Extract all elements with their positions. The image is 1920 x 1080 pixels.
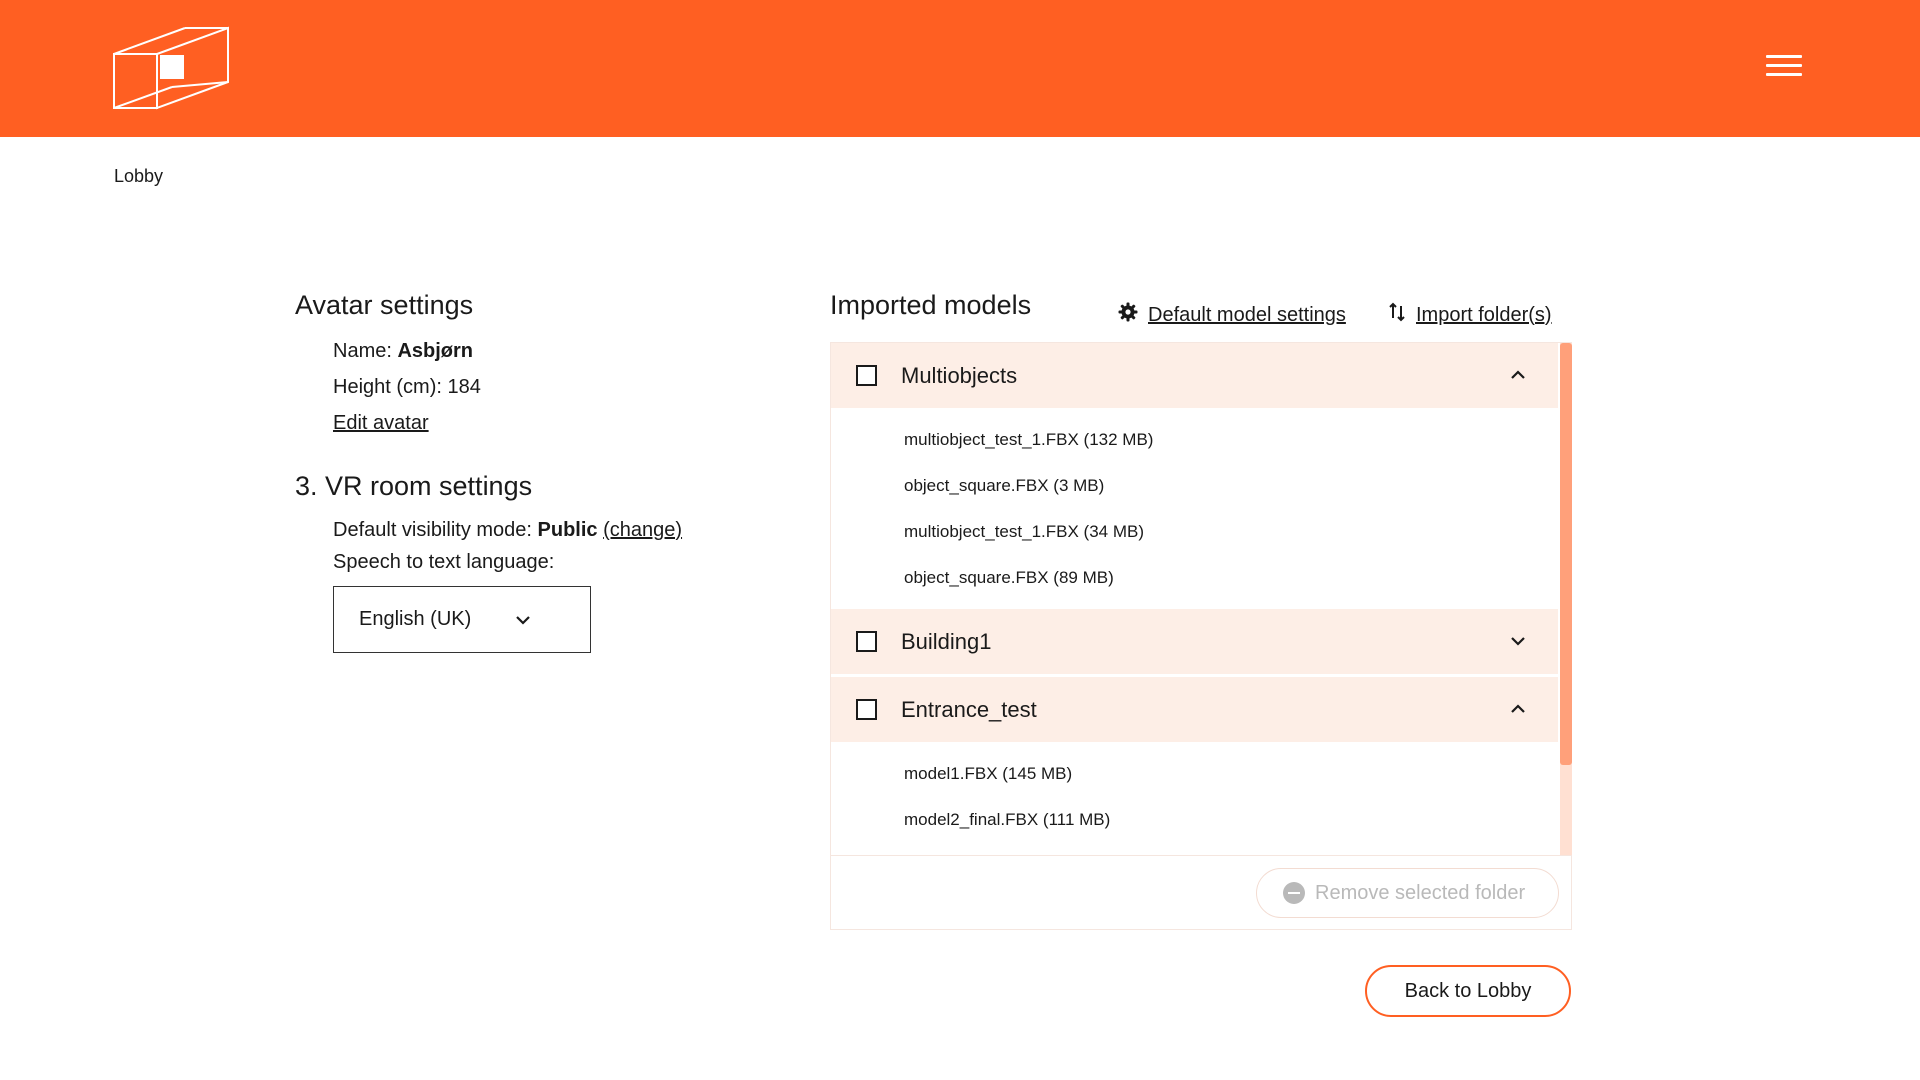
speech-label: Speech to text language: xyxy=(333,551,555,573)
visibility-row xyxy=(333,512,765,548)
edit-avatar-row xyxy=(333,405,765,441)
scrollbar-thumb[interactable] xyxy=(1560,343,1572,765)
avatar-height-row xyxy=(333,369,765,405)
file-item: object_square.FBX (89 MB) xyxy=(904,568,1114,587)
file-item: model2_final.FBX (111 MB) xyxy=(904,810,1111,829)
default-model-settings-button[interactable] xyxy=(1118,302,1346,328)
imported-models-header xyxy=(830,290,1572,342)
avatar-height-value: 184 xyxy=(447,376,481,398)
breadcrumb xyxy=(114,166,163,187)
remove-selected-folder-button[interactable] xyxy=(1256,868,1559,918)
folder-checkbox[interactable] xyxy=(856,365,877,386)
top-header xyxy=(0,0,1920,137)
chevron-up-icon[interactable] xyxy=(1510,367,1526,385)
avatar-name-value: Asbjørn xyxy=(397,340,474,362)
avatar-height-label: Height (cm): xyxy=(333,376,442,398)
folder-name: Multiobjects xyxy=(901,362,1018,388)
models-panel-footer xyxy=(831,855,1571,929)
import-folders-button[interactable] xyxy=(1388,302,1552,328)
folder-name: Entrance_test xyxy=(901,696,1037,722)
folder-name: Building1 xyxy=(901,628,992,654)
file-list xyxy=(831,411,1558,609)
avatar-settings-title: Avatar settings xyxy=(295,290,474,320)
change-visibility-link[interactable]: (change) xyxy=(603,519,683,541)
file-item: multiobject_test_1.FBX (132 MB) xyxy=(904,430,1154,449)
imported-models-column xyxy=(830,290,1572,904)
folder-row-entrance-test[interactable] xyxy=(831,677,1558,745)
vr-room-settings-title: 3. VR room settings xyxy=(295,471,533,501)
language-select[interactable] xyxy=(333,586,591,653)
edit-avatar-link[interactable]: Edit avatar xyxy=(333,412,429,434)
folder-row-multiobjects[interactable] xyxy=(831,343,1558,411)
hamburger-menu-icon[interactable] xyxy=(1766,55,1802,83)
imported-models-title: Imported models xyxy=(830,290,1032,320)
language-selected-value: English (UK) xyxy=(359,608,472,630)
file-item: object_square.FBX (3 MB) xyxy=(904,476,1105,495)
cube-logo-icon[interactable] xyxy=(112,26,230,110)
breadcrumb-lobby[interactable]: Lobby xyxy=(114,166,164,186)
visibility-label: Default visibility mode: xyxy=(333,519,532,541)
folder-row-building1[interactable] xyxy=(831,609,1558,677)
chevron-down-icon[interactable] xyxy=(1510,633,1526,651)
avatar-settings-block xyxy=(333,333,765,441)
avatar-name-label: Name: xyxy=(333,340,392,362)
import-folders-label: Import folder(s) xyxy=(1416,303,1552,326)
chevron-down-icon xyxy=(515,608,531,631)
vr-room-settings-block xyxy=(333,512,765,653)
minus-circle-icon xyxy=(1283,882,1305,904)
folder-checkbox[interactable] xyxy=(856,631,877,652)
folder-checkbox[interactable] xyxy=(856,699,877,720)
models-scroll-area[interactable] xyxy=(831,343,1558,855)
default-model-settings-label: Default model settings xyxy=(1148,303,1346,326)
settings-column xyxy=(295,290,765,653)
scrollbar-track[interactable] xyxy=(1560,343,1572,855)
avatar-name-row xyxy=(333,333,765,369)
models-panel xyxy=(830,342,1572,930)
gear-icon xyxy=(1118,302,1138,328)
visibility-value: Public xyxy=(537,519,598,541)
file-item: multiobject_test_1.FBX (34 MB) xyxy=(904,522,1144,541)
import-arrows-icon xyxy=(1388,302,1406,328)
file-item: model1.FBX (145 MB) xyxy=(904,764,1073,783)
chevron-up-icon[interactable] xyxy=(1510,701,1526,719)
back-to-lobby-button[interactable] xyxy=(1365,965,1571,1017)
remove-selected-folder-label: Remove selected folder xyxy=(1315,881,1526,904)
back-to-lobby-label: Back to Lobby xyxy=(1404,979,1532,1002)
